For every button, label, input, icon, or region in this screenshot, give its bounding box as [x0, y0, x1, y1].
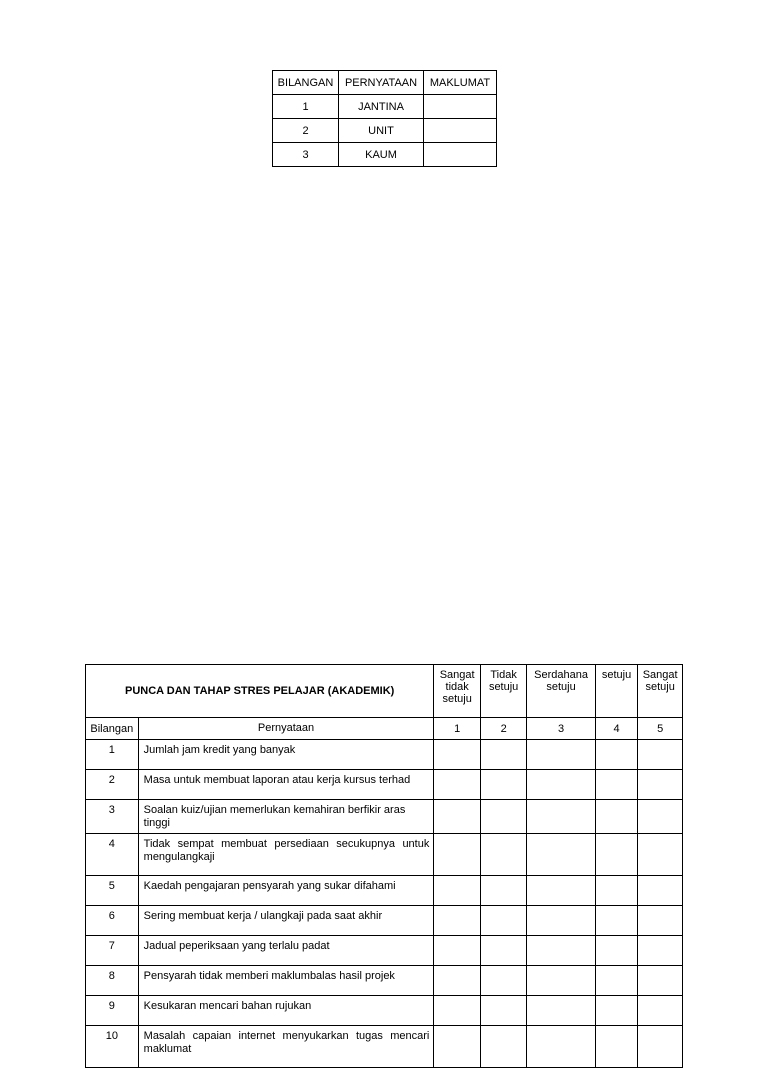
row-number: 2: [86, 770, 139, 800]
scale-number-1: 1: [434, 718, 481, 740]
rating-cell-2[interactable]: [480, 740, 526, 770]
row-number: 2: [273, 119, 339, 143]
table-row: [86, 800, 683, 834]
row-statement: Pensyarah tidak memberi maklumbalas hasil projek: [138, 966, 434, 996]
rating-cell-4[interactable]: [595, 966, 638, 996]
row-number: 6: [86, 906, 139, 936]
rating-cell-1[interactable]: [434, 966, 481, 996]
rating-cell-1[interactable]: [434, 996, 481, 1026]
rating-cell-5[interactable]: [638, 834, 683, 876]
rating-cell-2[interactable]: [480, 996, 526, 1026]
rating-cell-2[interactable]: [480, 800, 526, 834]
survey-title: PUNCA DAN TAHAP STRES PELAJAR (AKADEMIK): [86, 665, 434, 718]
rating-cell-5[interactable]: [638, 936, 683, 966]
row-statement: Kesukaran mencari bahan rujukan: [138, 996, 434, 1026]
table-row: [86, 906, 683, 936]
row-number: 7: [86, 936, 139, 966]
rating-cell-2[interactable]: [480, 876, 526, 906]
scale-label-4: setuju: [595, 665, 638, 718]
row-statement: Sering membuat kerja / ulangkaji pada saat akhir: [138, 906, 434, 936]
scale-label-1: Sangat tidak setuju: [434, 665, 481, 718]
rating-cell-5[interactable]: [638, 876, 683, 906]
header-bilangan: BILANGAN: [273, 71, 339, 95]
rating-cell-3[interactable]: [527, 906, 595, 936]
row-number: 1: [86, 740, 139, 770]
row-statement: JANTINA: [339, 95, 424, 119]
rating-cell-1[interactable]: [434, 876, 481, 906]
rating-cell-4[interactable]: [595, 834, 638, 876]
row-number: 3: [273, 143, 339, 167]
rating-cell-4[interactable]: [595, 1026, 638, 1068]
rating-cell-5[interactable]: [638, 800, 683, 834]
table-row: [86, 740, 683, 770]
rating-cell-4[interactable]: [595, 800, 638, 834]
row-info-cell[interactable]: [424, 119, 497, 143]
row-statement: Masa untuk membuat laporan atau kerja kursus terhad: [138, 770, 434, 800]
rating-cell-5[interactable]: [638, 770, 683, 800]
rating-cell-3[interactable]: [527, 996, 595, 1026]
row-info-cell[interactable]: [424, 95, 497, 119]
rating-cell-2[interactable]: [480, 1026, 526, 1068]
table-row: [273, 119, 497, 143]
row-statement: Soalan kuiz/ujian memerlukan kemahiran berfikir aras tinggi: [138, 800, 434, 834]
table-row: [273, 95, 497, 119]
row-number: 9: [86, 996, 139, 1026]
rating-cell-1[interactable]: [434, 770, 481, 800]
row-number: 10: [86, 1026, 139, 1068]
table-row: [86, 876, 683, 906]
rating-cell-1[interactable]: [434, 800, 481, 834]
row-info-cell[interactable]: [424, 143, 497, 167]
row-statement: KAUM: [339, 143, 424, 167]
survey-subheader-row: [86, 718, 683, 740]
rating-cell-2[interactable]: [480, 770, 526, 800]
rating-cell-3[interactable]: [527, 800, 595, 834]
scale-label-5: Sangat setuju: [638, 665, 683, 718]
table-header-row: [273, 71, 497, 95]
rating-cell-1[interactable]: [434, 834, 481, 876]
rating-cell-1[interactable]: [434, 906, 481, 936]
row-number: 1: [273, 95, 339, 119]
rating-cell-4[interactable]: [595, 740, 638, 770]
scale-label-3: Serdahana setuju: [527, 665, 595, 718]
rating-cell-5[interactable]: [638, 966, 683, 996]
table-row: [86, 770, 683, 800]
rating-cell-1[interactable]: [434, 740, 481, 770]
rating-cell-3[interactable]: [527, 834, 595, 876]
table-row: [86, 996, 683, 1026]
row-number: 8: [86, 966, 139, 996]
stress-survey-table: [85, 664, 683, 1068]
rating-cell-4[interactable]: [595, 770, 638, 800]
row-statement: Masalah capaian internet menyukarkan tugas mencari maklumat: [138, 1026, 434, 1068]
row-statement: Jadual peperiksaan yang terlalu padat: [138, 936, 434, 966]
rating-cell-4[interactable]: [595, 906, 638, 936]
scale-number-3: 3: [527, 718, 595, 740]
survey-header-row: [86, 665, 683, 718]
rating-cell-3[interactable]: [527, 936, 595, 966]
rating-cell-1[interactable]: [434, 936, 481, 966]
rating-cell-3[interactable]: [527, 740, 595, 770]
rating-cell-4[interactable]: [595, 876, 638, 906]
rating-cell-2[interactable]: [480, 936, 526, 966]
row-statement: Kaedah pengajaran pensyarah yang sukar difahami: [138, 876, 434, 906]
rating-cell-2[interactable]: [480, 834, 526, 876]
rating-cell-4[interactable]: [595, 996, 638, 1026]
row-statement: UNIT: [339, 119, 424, 143]
header-pernyataan: Pernyataan: [138, 718, 434, 740]
rating-cell-5[interactable]: [638, 996, 683, 1026]
rating-cell-2[interactable]: [480, 906, 526, 936]
scale-number-5: 5: [638, 718, 683, 740]
scale-label-2: Tidak setuju: [480, 665, 526, 718]
rating-cell-5[interactable]: [638, 1026, 683, 1068]
table-row: [86, 834, 683, 876]
table-row: [86, 966, 683, 996]
header-pernyataan: PERNYATAAN: [339, 71, 424, 95]
rating-cell-3[interactable]: [527, 1026, 595, 1068]
rating-cell-3[interactable]: [527, 966, 595, 996]
row-number: 3: [86, 800, 139, 834]
rating-cell-5[interactable]: [638, 906, 683, 936]
row-statement: Jumlah jam kredit yang banyak: [138, 740, 434, 770]
table-row: [273, 143, 497, 167]
table-row: [86, 1026, 683, 1068]
rating-cell-3[interactable]: [527, 770, 595, 800]
rating-cell-3[interactable]: [527, 876, 595, 906]
table-row: [86, 936, 683, 966]
rating-cell-1[interactable]: [434, 1026, 481, 1068]
row-number: 5: [86, 876, 139, 906]
demographic-table: [272, 70, 497, 167]
rating-cell-4[interactable]: [595, 936, 638, 966]
row-statement: Tidak sempat membuat persediaan secukupnya untuk mengulangkaji: [138, 834, 434, 876]
row-number: 4: [86, 834, 139, 876]
scale-number-4: 4: [595, 718, 638, 740]
scale-number-2: 2: [480, 718, 526, 740]
header-maklumat: MAKLUMAT: [424, 71, 497, 95]
rating-cell-2[interactable]: [480, 966, 526, 996]
header-bilangan: Bilangan: [86, 718, 139, 740]
rating-cell-5[interactable]: [638, 740, 683, 770]
